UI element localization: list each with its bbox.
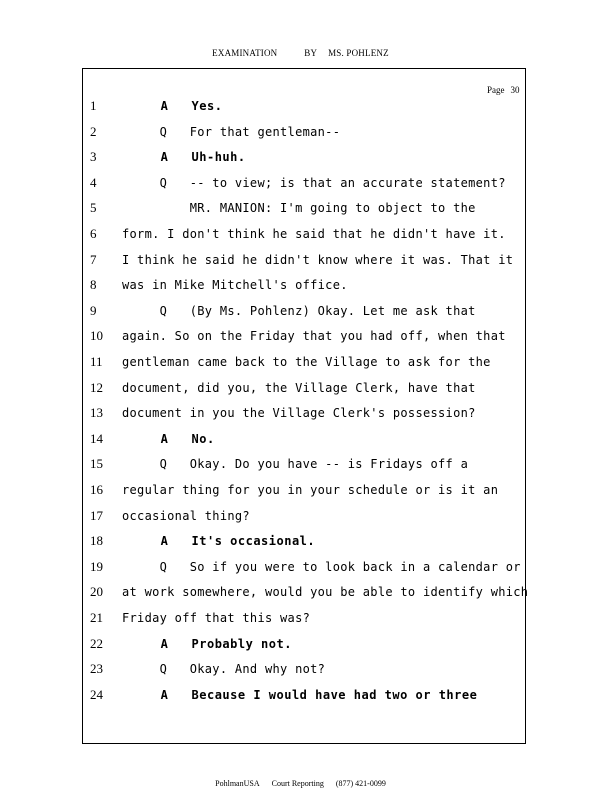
transcript-line: A It's occasional. (122, 534, 316, 549)
transcript-line: document, did you, the Village Clerk, have that (122, 380, 476, 395)
line-number: 17 (90, 507, 103, 523)
line-number: 9 (90, 302, 97, 318)
line-number: 12 (90, 379, 103, 395)
line-number: 3 (90, 149, 97, 165)
line-number: 14 (90, 430, 103, 446)
transcript-line: Q So if you were to look back in a calendar or (122, 559, 521, 574)
transcript-line: A Probably not. (122, 636, 292, 651)
line-number: 23 (90, 661, 103, 677)
header-by: BY (304, 48, 318, 58)
footer-company: PohlmanUSA (215, 779, 260, 788)
transcript-line: A Yes. (122, 99, 223, 113)
page-number-value: 30 (510, 85, 520, 95)
transcript-line: occasional thing? (122, 508, 250, 523)
page-label: Page (487, 85, 505, 95)
header-examiner: MS. POHLENZ (328, 48, 389, 58)
line-number: 20 (90, 584, 103, 600)
line-number: 1 (90, 98, 97, 113)
transcript-line: Friday off that this was? (122, 611, 311, 625)
line-number: 5 (90, 200, 97, 216)
line-number: 4 (90, 174, 97, 190)
transcript-line: was in Mike Mitchell's office. (122, 278, 348, 293)
transcript-line: A Uh-huh. (122, 150, 246, 165)
line-number: 6 (90, 226, 97, 241)
line-number: 22 (90, 635, 103, 651)
transcript-line: form. I don't think he said that he didn't have it. (122, 227, 506, 241)
transcript-line: regular thing for you in your schedule or is it an (122, 483, 499, 497)
line-number: 21 (90, 610, 103, 625)
transcript-line: MR. MANION: I'm going to object to the (122, 201, 476, 216)
line-number: 10 (90, 328, 103, 344)
transcript-line: again. So on the Friday that you had off, when that (122, 329, 506, 344)
line-number: 18 (90, 533, 103, 549)
transcript-line: at work somewhere, would you be able to identify which (122, 585, 529, 600)
footer-phone: (877) 421-0099 (335, 779, 386, 788)
transcript-line: Q (By Ms. Pohlenz) Okay. Let me ask that (122, 303, 476, 318)
transcript-line: A No. (122, 431, 215, 446)
page-number (487, 85, 526, 95)
line-number: 19 (90, 558, 103, 574)
transcript-line: I think he said he didn't know where it was. That it (122, 252, 514, 267)
line-number: 2 (90, 123, 97, 139)
transcript-line: Q -- to view; is that an accurate statement? (122, 175, 506, 190)
line-number: 16 (90, 482, 103, 497)
transcript-line: A Because I would have had two or three (122, 687, 478, 702)
header-section: EXAMINATION (212, 48, 278, 58)
footer-service: Court Reporting (271, 779, 324, 788)
transcript-line: Q Okay. Do you have -- is Fridays off a (122, 457, 469, 472)
line-number: 11 (90, 354, 103, 369)
transcript-line: gentleman came back to the Village to ask for the (122, 355, 491, 369)
transcript-line: document in you the Village Clerk's possession? (122, 406, 476, 421)
page-footer (0, 779, 601, 788)
line-number: 24 (90, 686, 103, 702)
line-number: 13 (90, 405, 103, 421)
line-number: 8 (90, 277, 97, 293)
transcript-line: Q Okay. And why not? (122, 662, 326, 677)
line-number: 7 (90, 251, 97, 267)
page-header (0, 48, 601, 58)
transcript-line: Q For that gentleman-- (122, 124, 341, 139)
line-number: 15 (90, 456, 103, 472)
